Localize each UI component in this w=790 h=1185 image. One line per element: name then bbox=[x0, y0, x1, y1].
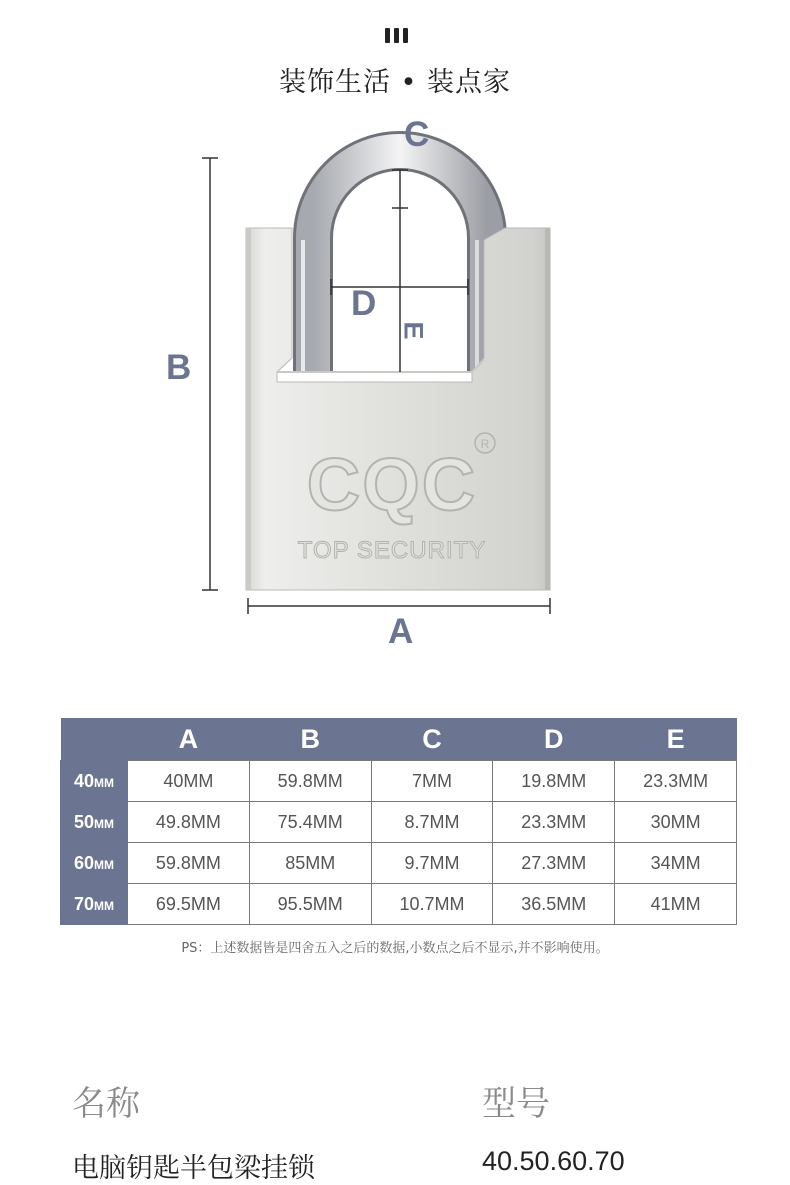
model-label: 型号 bbox=[482, 1084, 550, 1124]
dimension-label-c: C bbox=[404, 115, 430, 154]
dimension-label-e: E bbox=[398, 321, 429, 340]
brand-emboss: CQC bbox=[306, 443, 478, 526]
dimension-label-a: A bbox=[388, 612, 414, 651]
table-row bbox=[61, 761, 737, 802]
table-note: PS：上述数据皆是四舍五入之后的数据,小数点之后不显示,并不影响使用。 bbox=[181, 941, 609, 956]
padlock-diagram bbox=[0, 110, 790, 670]
table-cell: 34MM bbox=[615, 843, 737, 884]
column-header: A bbox=[128, 718, 250, 761]
table-cell: 10.7MM bbox=[371, 884, 493, 925]
column-header: D bbox=[493, 718, 615, 761]
tagline-emboss: TOP SECURITY bbox=[297, 537, 487, 564]
menu-icon[interactable] bbox=[385, 28, 413, 44]
table-cell: 27.3MM bbox=[493, 843, 615, 884]
column-header: B bbox=[249, 718, 371, 761]
table-corner bbox=[61, 718, 128, 761]
table-cell: 30MM bbox=[615, 802, 737, 843]
table-cell: 9.7MM bbox=[371, 843, 493, 884]
table-cell: 41MM bbox=[615, 884, 737, 925]
table-cell: 7MM bbox=[371, 761, 493, 802]
table-cell: 95.5MM bbox=[249, 884, 371, 925]
dimension-label-d: D bbox=[351, 284, 377, 323]
product-name: 电脑钥匙半包梁挂锁 bbox=[72, 1153, 315, 1184]
registered-mark: R bbox=[480, 437, 490, 451]
table-cell: 59.8MM bbox=[128, 843, 250, 884]
table-cell: 40MM bbox=[128, 761, 250, 802]
table-cell: 36.5MM bbox=[493, 884, 615, 925]
table-cell: 8.7MM bbox=[371, 802, 493, 843]
table-cell: 23.3MM bbox=[615, 761, 737, 802]
row-header: 60MM bbox=[61, 843, 128, 884]
table-cell: 75.4MM bbox=[249, 802, 371, 843]
name-label: 名称 bbox=[72, 1084, 140, 1124]
row-header: 70MM bbox=[61, 884, 128, 925]
row-header: 40MM bbox=[61, 761, 128, 802]
size-table bbox=[60, 718, 737, 925]
table-row bbox=[61, 884, 737, 925]
table-cell: 69.5MM bbox=[128, 884, 250, 925]
table-cell: 85MM bbox=[249, 843, 371, 884]
table-cell: 59.8MM bbox=[249, 761, 371, 802]
column-header: C bbox=[371, 718, 493, 761]
table-row bbox=[61, 843, 737, 884]
table-cell: 19.8MM bbox=[493, 761, 615, 802]
dimension-label-b: B bbox=[166, 348, 192, 387]
table-row bbox=[61, 802, 737, 843]
product-model: 40.50.60.70 bbox=[482, 1146, 625, 1176]
slogan: 装饰生活 • 装点家 bbox=[278, 67, 512, 98]
padlock-image bbox=[0, 110, 790, 670]
row-header: 50MM bbox=[61, 802, 128, 843]
table-header-row bbox=[61, 718, 737, 761]
table-cell: 49.8MM bbox=[128, 802, 250, 843]
column-header: E bbox=[615, 718, 737, 761]
table-cell: 23.3MM bbox=[493, 802, 615, 843]
